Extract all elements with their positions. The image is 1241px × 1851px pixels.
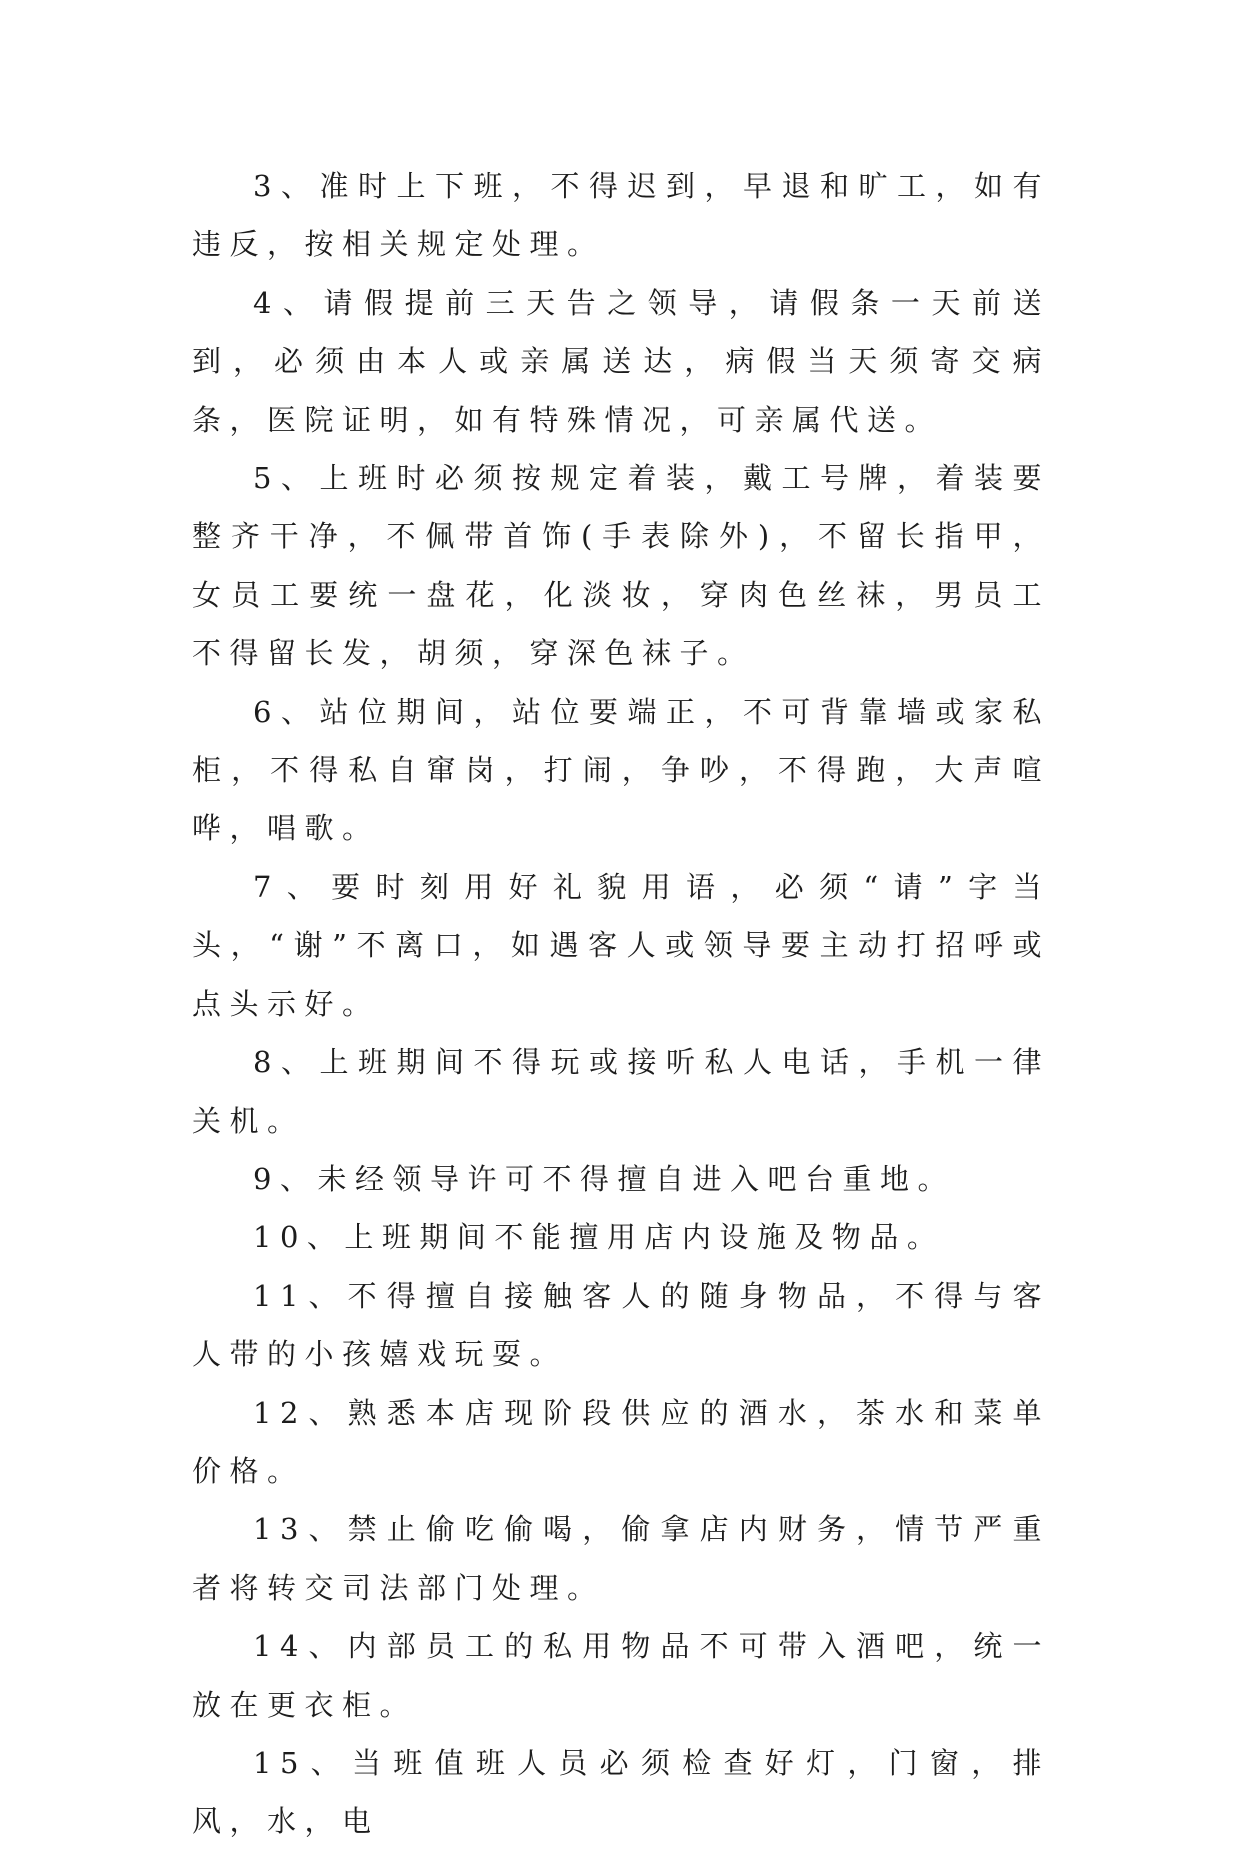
rule-paragraph-15: 15、当班值班人员必须检查好灯，门窗，排风，水，电 — [192, 1745, 1050, 1839]
rule-paragraph-3: 3、准时上下班，不得迟到，早退和旷工，如有违反，按相关规定处理。 — [192, 169, 1050, 262]
rule-paragraph-7: 7、要时刻用好礼貌用语，必须“请”字当头，“谢”不离口，如遇客人或领导要主动打招呼或点头示好。 — [192, 869, 1050, 1021]
rule-paragraph-10: 10、上班期间不能擅用店内设施及物品。 — [253, 1220, 945, 1255]
rule-paragraph-11: 11、不得擅自接触客人的随身物品，不得与客人带的小孩嬉戏玩耍。 — [192, 1278, 1050, 1372]
rule-paragraph-6: 6、站位期间，站位要端正，不可背靠墙或家私柜，不得私自窜岗，打闹，争吵，不得跑，大声喧哗，唱歌。 — [192, 694, 1050, 846]
rule-paragraph-12: 12、熟悉本店现阶段供应的酒水，茶水和菜单价格。 — [192, 1395, 1050, 1488]
rule-paragraph-4: 4、请假提前三天告之领导，请假条一天前送到，必须由本人或亲属送达，病假当天须寄交病条，医院证明，如有特殊情况，可亲属代送。 — [192, 285, 1050, 437]
rule-paragraph-14: 14、内部员工的私用物品不可带入酒吧，统一放在更衣柜。 — [192, 1629, 1050, 1722]
rule-paragraph-8: 8、上班期间不得玩或接听私人电话，手机一律关机。 — [192, 1045, 1050, 1138]
rule-paragraph-9: 9、未经领导许可不得擅自进入吧台重地。 — [253, 1161, 955, 1196]
rule-paragraph-5: 5、上班时必须按规定着装，戴工号牌，着装要整齐干净，不佩带首饰(手表除外)，不留长指甲，女员工要统一盘花，化淡妆，穿肉色丝袜，男员工不得留长发，胡须，穿深色袜子。 — [192, 461, 1050, 671]
document-body — [192, 157, 1050, 1851]
rule-paragraph-13: 13、禁止偷吃偷喝，偷拿店内财务，情节严重者将转交司法部门处理。 — [192, 1512, 1050, 1605]
